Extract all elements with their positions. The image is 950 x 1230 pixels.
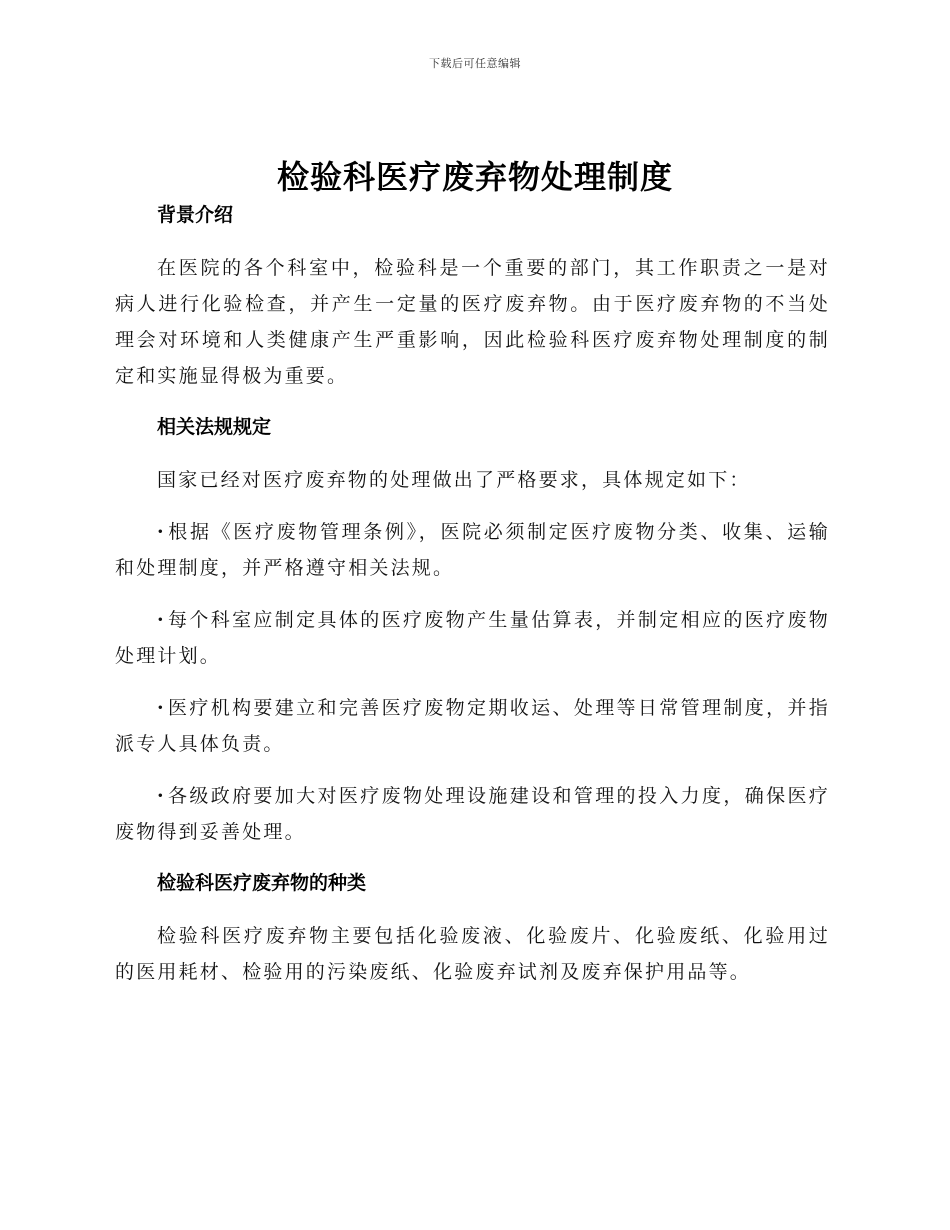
paragraph: 国家已经对医疗废弃物的处理做出了严格要求，具体规定如下： bbox=[157, 469, 751, 491]
bullet-item bbox=[115, 514, 830, 586]
bullet-item bbox=[115, 690, 830, 762]
paragraph: 检验科医疗废弃物主要包括化验废液、化验废片、化验废纸、化验用过的医用耗材、检验用的污染废纸、化验废弃试剂及废弃保护用品等。 bbox=[115, 925, 830, 983]
section-heading: 检验科医疗废弃物的种类 bbox=[157, 872, 367, 894]
section-regulations bbox=[115, 410, 830, 850]
bullet-text: 各级政府要加大对医疗废物处理设施建设和管理的投入力度，确保医疗废物得到妥善处理。 bbox=[115, 785, 830, 843]
section-heading: 相关法规规定 bbox=[157, 416, 272, 438]
bullet-dot: · bbox=[157, 521, 166, 543]
bullet-text: 医疗机构要建立和完善医疗废物定期收运、处理等日常管理制度，并指派专人具体负责。 bbox=[115, 697, 830, 755]
section-waste-types bbox=[115, 866, 830, 990]
bullet-item bbox=[115, 778, 830, 850]
bullet-item bbox=[115, 602, 830, 674]
document-body bbox=[115, 198, 830, 990]
section-heading: 背景介绍 bbox=[157, 204, 234, 226]
bullet-text: 根据《医疗废物管理条例》，医院必须制定医疗废物分类、收集、运输和处理制度，并严格遵守相关法规。 bbox=[115, 521, 830, 579]
header-note: 下载后可任意编辑 bbox=[429, 57, 521, 70]
bullet-dot: · bbox=[157, 609, 166, 631]
bullet-dot: · bbox=[157, 697, 166, 719]
bullet-dot: · bbox=[157, 785, 166, 807]
section-background bbox=[115, 198, 830, 394]
page-title: 检验科医疗废弃物处理制度 bbox=[276, 158, 673, 196]
bullet-text: 每个科室应制定具体的医疗废物产生量估算表，并制定相应的医疗废物处理计划。 bbox=[115, 609, 830, 667]
paragraph: 在医院的各个科室中，检验科是一个重要的部门，其工作职责之一是对病人进行化验检查，并产生一定量的医疗废弃物。由于医疗废弃物的不当处理会对环境和人类健康产生严重影响，因此检验科医疗废弃物处理制度的制定和实施显得极为重要。 bbox=[115, 257, 830, 387]
